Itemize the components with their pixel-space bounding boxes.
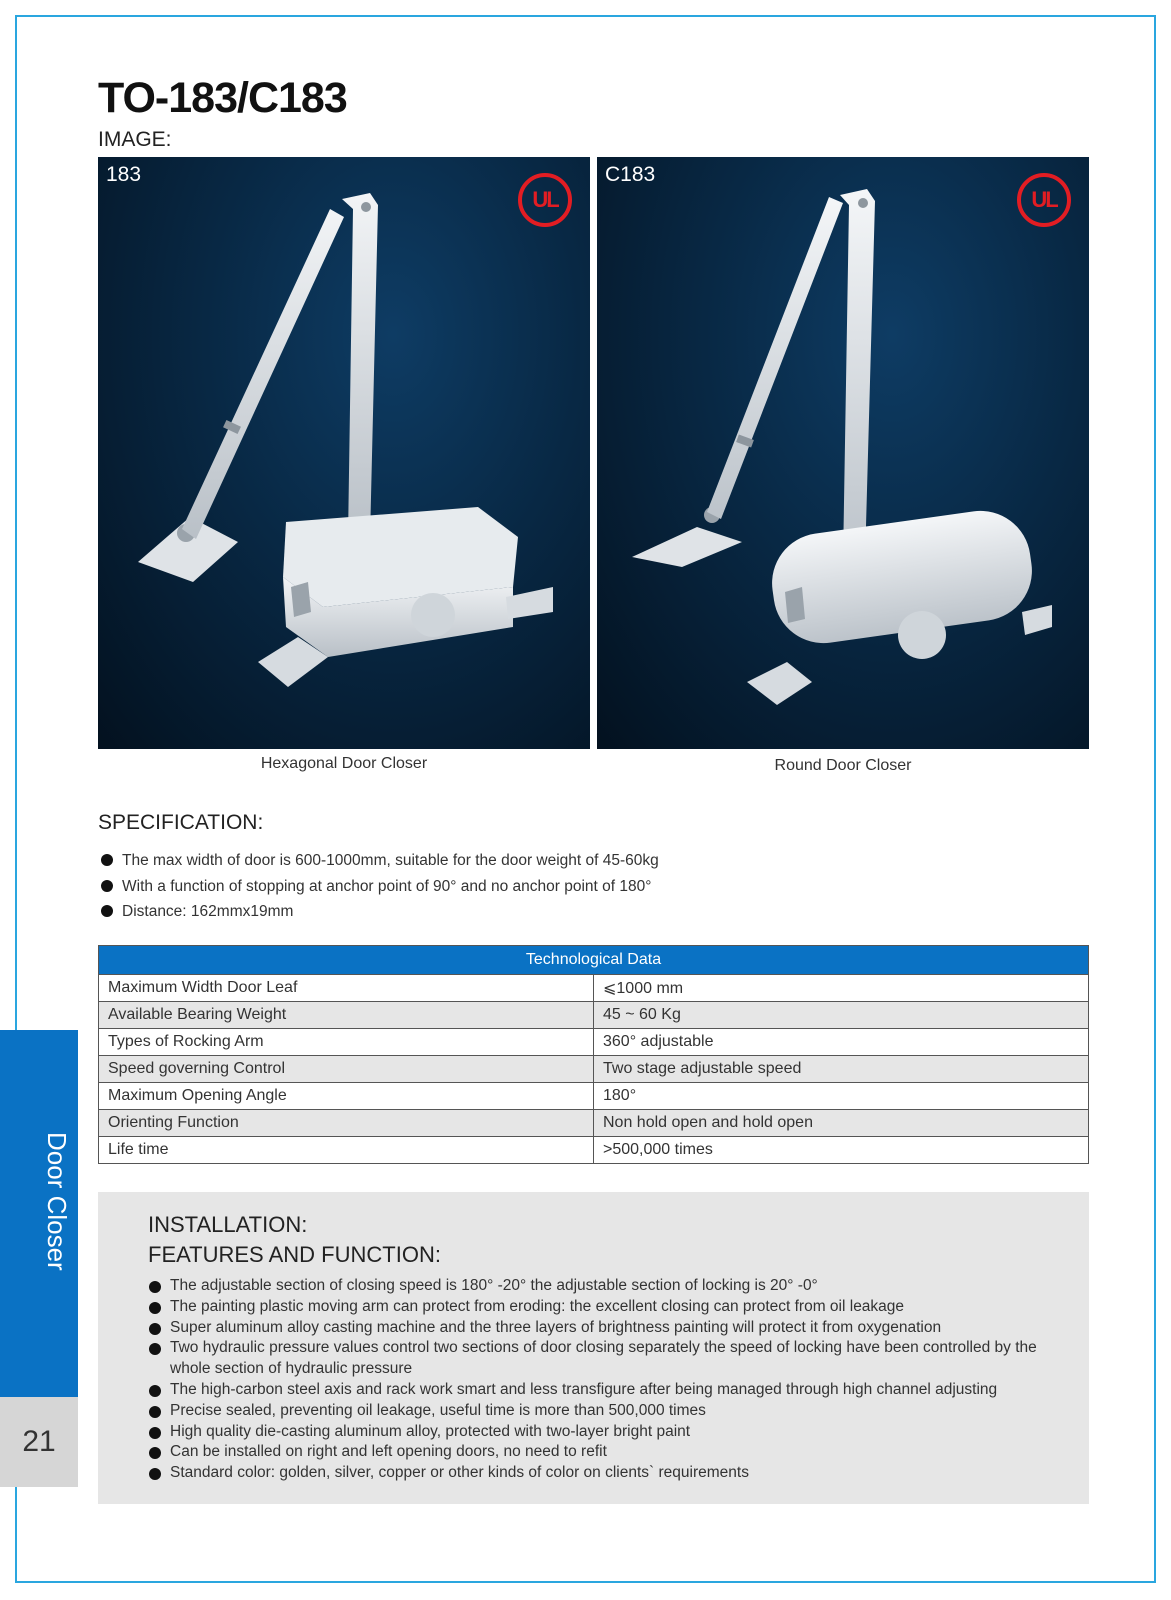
features-list xyxy=(148,1276,1048,1484)
list-item: The high-carbon steel axis and rack work smart and less transfigure after being managed through high channel adjusting xyxy=(148,1380,1048,1401)
row-label: Life time xyxy=(99,1137,594,1164)
table-row xyxy=(99,1137,1089,1164)
product-photo-183 xyxy=(98,157,590,749)
product-code: 183 xyxy=(106,163,142,186)
row-label: Maximum Opening Angle xyxy=(99,1083,594,1110)
table-row xyxy=(99,975,1089,1002)
list-item: The painting plastic moving arm can protect from eroding: the excellent closing can protect from oil leakage xyxy=(148,1297,1048,1318)
specification-list xyxy=(100,848,659,925)
table-row xyxy=(99,1083,1089,1110)
installation-panel xyxy=(98,1192,1089,1504)
list-item: Standard color: golden, silver, copper or other kinds of color on clients` requirements xyxy=(148,1463,1048,1484)
list-item: The adjustable section of closing speed is 180° -20° the adjustable section of locking is 20° -0° xyxy=(148,1276,1048,1297)
product-photo-c183 xyxy=(597,157,1089,749)
row-value: 45 ~ 60 Kg xyxy=(594,1002,1089,1029)
row-label: Orienting Function xyxy=(99,1110,594,1137)
list-item: Two hydraulic pressure values control two sections of door closing separately the speed of locking have been controlled by the whole section of hydraulic pressure xyxy=(148,1338,1048,1380)
row-label: Available Bearing Weight xyxy=(99,1002,594,1029)
row-value: 360° adjustable xyxy=(594,1029,1089,1056)
list-item: Can be installed on right and left opening doors, no need to refit xyxy=(148,1442,1048,1463)
ul-certification-icon: UL xyxy=(518,173,572,227)
installation-heading: INSTALLATION: xyxy=(148,1212,308,1237)
side-tab-label: Door Closer xyxy=(42,1132,72,1271)
row-label: Types of Rocking Arm xyxy=(99,1029,594,1056)
list-item: Precise sealed, preventing oil leakage, useful time is more than 500,000 times xyxy=(148,1401,1048,1422)
page-title: TO-183/C183 xyxy=(98,74,347,122)
row-value: Two stage adjustable speed xyxy=(594,1056,1089,1083)
technological-data-table xyxy=(98,945,1089,1164)
table-row xyxy=(99,1002,1089,1029)
page-number: 21 xyxy=(0,1397,78,1487)
hexagonal-door-closer-illustration xyxy=(98,157,590,749)
product-code: C183 xyxy=(605,163,656,186)
table-row xyxy=(99,1056,1089,1083)
row-label: Speed governing Control xyxy=(99,1056,594,1083)
row-label: Maximum Width Door Leaf xyxy=(99,975,594,1002)
row-value: >500,000 times xyxy=(594,1137,1089,1164)
row-value: 180° xyxy=(594,1083,1089,1110)
image-label: IMAGE: xyxy=(98,128,172,151)
list-item: With a function of stopping at anchor point of 90° and no anchor point of 180° xyxy=(100,874,659,900)
ul-certification-icon: UL xyxy=(1017,173,1071,227)
list-item: The max width of door is 600-1000mm, suitable for the door weight of 45-60kg xyxy=(100,848,659,874)
list-item: Distance: 162mmx19mm xyxy=(100,899,659,925)
table-row xyxy=(99,1110,1089,1137)
list-item: Super aluminum alloy casting machine and the three layers of brightness painting will protect it from oxygenation xyxy=(148,1318,1048,1339)
table-header: Technological Data xyxy=(99,946,1089,975)
row-value: Non hold open and hold open xyxy=(594,1110,1089,1137)
product-caption: Hexagonal Door Closer xyxy=(260,755,428,772)
row-value: ⩽1000 mm xyxy=(594,975,1089,1002)
product-caption: Round Door Closer xyxy=(774,757,912,774)
table-row xyxy=(99,1029,1089,1056)
round-door-closer-illustration xyxy=(597,157,1089,749)
features-heading: FEATURES AND FUNCTION: xyxy=(148,1242,441,1267)
list-item: High quality die-casting aluminum alloy, protected with two-layer bright paint xyxy=(148,1422,1048,1443)
specification-heading: SPECIFICATION: xyxy=(98,811,264,834)
